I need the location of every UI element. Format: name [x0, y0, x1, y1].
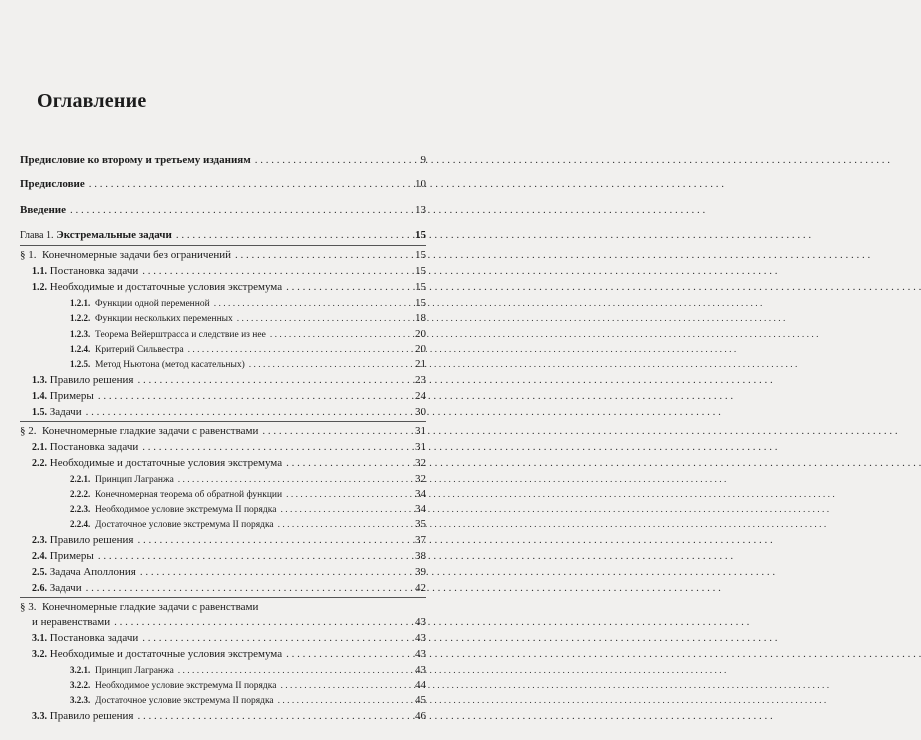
toc-entry-section-2[interactable]	[20, 425, 426, 438]
toc-entry-number: Глава 1.	[20, 230, 54, 241]
toc-entry-page: 15	[415, 281, 426, 293]
toc-entry-number: 1.2.3.	[70, 329, 91, 339]
table-of-contents	[0, 0, 450, 740]
toc-entry-2-6[interactable]	[32, 582, 426, 595]
toc-entry-page: 31	[415, 425, 426, 437]
toc-entry-title: Конечномерные задачи без ограничений	[42, 249, 231, 261]
toc-entry-2-5[interactable]	[32, 566, 426, 579]
toc-entry-number: 3.2.3.	[70, 695, 91, 705]
leader-dots	[274, 519, 412, 532]
toc-entry-number: 1.2.2.	[70, 313, 91, 323]
toc-entry-1-2-1[interactable]	[70, 297, 426, 311]
toc-entry-number: 1.2.1.	[70, 298, 91, 308]
toc-entry-page: 43	[415, 664, 426, 676]
toc-entry-title: Постановка задачи	[49, 265, 139, 277]
leader-dots	[82, 406, 412, 419]
toc-entry-title: Конечномерные гладкие задачи с равенствами	[42, 601, 259, 613]
toc-entry-page: 35	[415, 518, 426, 530]
toc-entry-1-2[interactable]	[32, 281, 426, 294]
toc-entry-page: 37	[415, 534, 426, 546]
toc-entry-number: 2.1.	[32, 442, 47, 453]
toc-entry-3-2[interactable]	[32, 648, 426, 661]
toc-entry-title: Конечномерные гладкие задачи с равенствами	[42, 425, 259, 437]
toc-entry-3-3[interactable]	[32, 710, 426, 723]
toc-entry-title: Правило решения	[49, 374, 134, 386]
toc-entry-title: Принцип Лагранжа	[95, 475, 174, 485]
leader-dots	[85, 178, 412, 191]
toc-entry-number: 1.1.	[32, 266, 47, 277]
toc-entry-title: Функции одной переменной	[95, 299, 210, 309]
toc-entry-1-2-2[interactable]	[70, 312, 426, 326]
toc-entry-title: Теорема Вейерштрасса и следствие из нее	[95, 330, 266, 340]
toc-entry-page: 15	[415, 297, 426, 309]
toc-entry-page: 43	[415, 648, 426, 660]
toc-entry-2-2-3[interactable]	[70, 503, 426, 517]
toc-entry-number: 2.2.1.	[70, 474, 91, 484]
toc-entry-page: 32	[415, 473, 426, 485]
toc-entry-page: 15	[415, 265, 426, 277]
toc-entry-3-2-1[interactable]	[70, 664, 426, 678]
toc-entry-page: 30	[415, 406, 426, 418]
toc-entry-1-5[interactable]	[32, 406, 426, 419]
toc-entry-3-2-2[interactable]	[70, 679, 426, 693]
toc-entry-page: 20	[415, 343, 426, 355]
toc-entry-title: Правило решения	[49, 710, 134, 722]
toc-entry-number: 3.3.	[32, 711, 47, 722]
toc-entry-page: 18	[415, 312, 426, 324]
toc-entry-title: Предисловие ко второму и третьему изданиям	[20, 154, 251, 166]
toc-entry-number: § 1.	[20, 249, 37, 261]
leader-dots	[172, 229, 412, 242]
toc-entry-title: Достаточное условие экстремума II порядка	[95, 520, 274, 530]
toc-entry-title: Принцип Лагранжа	[95, 666, 174, 676]
leader-dots	[245, 359, 412, 372]
toc-entry-title: Предисловие	[20, 178, 85, 190]
leader-dots	[266, 329, 412, 342]
leader-dots	[282, 648, 412, 661]
toc-entry-page: 13	[415, 204, 426, 216]
toc-entry-number: 2.2.3.	[70, 504, 91, 514]
section-divider	[20, 597, 426, 598]
leader-dots	[82, 582, 412, 595]
toc-entry-preface[interactable]	[20, 178, 426, 191]
toc-entry-1-2-3[interactable]	[70, 328, 426, 342]
leader-dots	[282, 489, 412, 502]
leader-dots	[282, 457, 412, 470]
toc-entry-section-3-cont[interactable]	[32, 616, 426, 629]
toc-entry-page: 10	[415, 178, 426, 190]
toc-entry-page: 32	[415, 457, 426, 469]
toc-entry-title: Достаточное условие экстремума II порядка	[95, 696, 274, 706]
toc-entry-page: 44	[415, 679, 426, 691]
leader-dots	[251, 154, 412, 167]
leader-dots	[174, 474, 412, 487]
toc-entry-number: 2.2.4.	[70, 519, 91, 529]
toc-entry-title: Метод Ньютона (метод касательных)	[95, 360, 245, 370]
toc-entry-number: § 2.	[20, 425, 37, 437]
toc-entry-title: Необходимые и достаточные условия экстремума	[49, 457, 283, 469]
toc-entry-title: Примеры	[49, 550, 94, 562]
leader-dots	[138, 632, 412, 645]
toc-entry-1-1[interactable]	[32, 265, 426, 278]
toc-entry-number: 1.2.5.	[70, 359, 91, 369]
toc-entry-introduction[interactable]	[20, 204, 426, 217]
toc-entry-page: 34	[415, 503, 426, 515]
toc-entry-2-2-4[interactable]	[70, 518, 426, 532]
page-title: Оглавление	[37, 90, 147, 112]
toc-entry-title: Правило решения	[49, 534, 134, 546]
toc-entry-3-1[interactable]	[32, 632, 426, 645]
toc-entry-section-1[interactable]	[20, 249, 426, 262]
toc-entry-preface-2-3[interactable]	[20, 154, 426, 167]
leader-dots	[138, 441, 412, 454]
leader-dots	[133, 710, 412, 723]
leader-dots	[282, 281, 412, 294]
toc-entry-1-4[interactable]	[32, 390, 426, 403]
leader-dots	[184, 344, 412, 357]
toc-entry-title: Необходимое условие экстремума II порядка	[95, 505, 277, 515]
toc-entry-page: 15	[415, 249, 426, 261]
toc-entry-chapter-1[interactable]	[20, 229, 426, 242]
toc-entry-number: 1.2.4.	[70, 344, 91, 354]
toc-entry-number: 2.5.	[32, 567, 47, 578]
section-divider	[20, 421, 426, 422]
toc-entry-number: 2.2.2.	[70, 489, 91, 499]
toc-entry-number: § 3.	[20, 601, 37, 613]
toc-entry-page: 23	[415, 374, 426, 386]
toc-entry-title: Постановка задачи	[49, 441, 139, 453]
toc-entry-2-1[interactable]	[32, 441, 426, 454]
toc-entry-1-2-5[interactable]	[70, 358, 426, 372]
toc-entry-title: Введение	[20, 204, 67, 216]
toc-entry-page: 21	[415, 358, 426, 370]
toc-entry-number: 2.3.	[32, 535, 47, 546]
leader-dots	[94, 390, 412, 403]
toc-entry-page: 42	[415, 582, 426, 594]
toc-entry-2-4[interactable]	[32, 550, 426, 563]
toc-entry-2-2-2[interactable]	[70, 488, 426, 502]
toc-entry-number: 3.2.1.	[70, 665, 91, 675]
toc-entry-title: Экстремальные задачи	[56, 229, 172, 241]
toc-entry-title: Задачи	[49, 406, 82, 418]
toc-entry-page: 38	[415, 550, 426, 562]
toc-entry-title: Необходимое условие экстремума II порядка	[95, 681, 277, 691]
toc-entry-title: Критерий Сильвестра	[95, 345, 184, 355]
toc-entry-number: 3.1.	[32, 633, 47, 644]
toc-entry-title: Необходимые и достаточные условия экстремума	[49, 648, 283, 660]
leader-dots	[110, 616, 412, 629]
leader-dots	[276, 504, 412, 517]
toc-entry-number: 1.4.	[32, 391, 47, 402]
leader-dots	[210, 298, 412, 311]
toc-entry-page: 43	[415, 632, 426, 644]
section-divider	[20, 245, 426, 246]
toc-entry-section-3[interactable]	[20, 601, 426, 614]
leader-dots	[233, 313, 412, 326]
toc-entry-number: 2.6.	[32, 583, 47, 594]
toc-entry-2-3[interactable]	[32, 534, 426, 547]
toc-entry-page: 24	[415, 390, 426, 402]
leader-dots	[136, 566, 412, 579]
toc-entry-number: 1.3.	[32, 375, 47, 386]
leader-dots	[133, 374, 412, 387]
toc-entry-title: Примеры	[49, 390, 94, 402]
toc-entry-title: Конечномерная теорема об обратной функции	[95, 490, 283, 500]
toc-entry-2-2[interactable]	[32, 457, 426, 470]
toc-entry-2-2-1[interactable]	[70, 473, 426, 487]
leader-dots	[258, 425, 412, 438]
toc-entry-3-2-3[interactable]	[70, 694, 426, 708]
toc-entry-number: 1.5.	[32, 407, 47, 418]
toc-entry-page: 43	[415, 616, 426, 628]
leader-dots	[274, 695, 412, 708]
toc-entry-page: 34	[415, 488, 426, 500]
toc-entry-title: Необходимые и достаточные условия экстремума	[49, 281, 283, 293]
toc-entry-number: 2.2.	[32, 458, 47, 469]
leader-dots	[276, 680, 412, 693]
toc-entry-title: Задача Аполлония	[49, 566, 136, 578]
toc-entry-number: 3.2.	[32, 649, 47, 660]
toc-entry-page: 45	[415, 694, 426, 706]
toc-entry-title: и неравенствами	[32, 616, 111, 628]
toc-entry-page: 31	[415, 441, 426, 453]
toc-entry-1-3[interactable]	[32, 374, 426, 387]
toc-entry-page: 39	[415, 566, 426, 578]
toc-entry-page: 20	[415, 328, 426, 340]
toc-entry-1-2-4[interactable]	[70, 343, 426, 357]
toc-entry-page: 9	[420, 154, 426, 166]
leader-dots	[94, 550, 412, 563]
leader-dots	[231, 249, 412, 262]
toc-entry-number: 1.2.	[32, 282, 47, 293]
toc-entry-title: Постановка задачи	[49, 632, 139, 644]
toc-entry-title: Функции нескольких переменных	[95, 314, 233, 324]
toc-entry-number: 3.2.2.	[70, 680, 91, 690]
toc-entry-number: 2.4.	[32, 551, 47, 562]
toc-entry-page: 46	[415, 710, 426, 722]
toc-entry-page: 15	[415, 229, 426, 241]
leader-dots	[133, 534, 412, 547]
leader-dots	[174, 665, 412, 678]
leader-dots	[66, 204, 412, 217]
toc-entry-title: Задачи	[49, 582, 82, 594]
leader-dots	[138, 265, 412, 278]
